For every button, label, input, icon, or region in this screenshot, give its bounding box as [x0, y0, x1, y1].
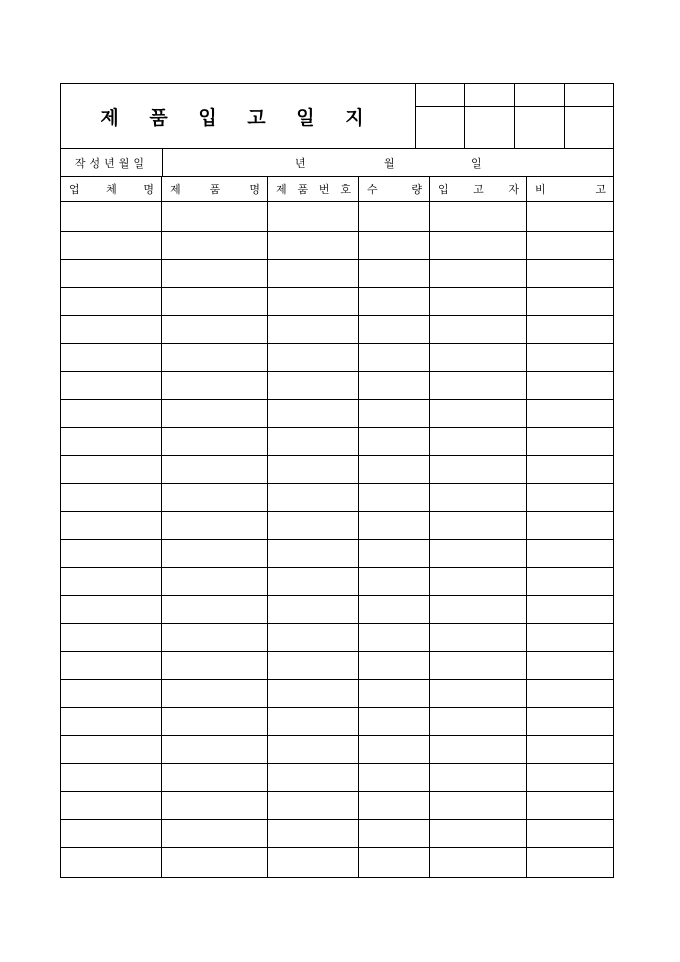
table-row	[61, 484, 614, 512]
table-row	[61, 428, 614, 456]
table-row	[61, 680, 614, 708]
header-char: 자	[508, 183, 519, 196]
table-row	[61, 792, 614, 820]
column-divider	[526, 202, 527, 878]
table-row	[61, 624, 614, 652]
date-row	[61, 148, 614, 176]
header-char: 제	[170, 183, 181, 196]
column-divider	[429, 202, 430, 878]
approval-divider	[415, 106, 614, 107]
column-header-product-no	[268, 177, 359, 201]
header-char: 명	[249, 183, 260, 196]
column-divider	[358, 202, 359, 878]
header-char: 번	[318, 183, 330, 196]
month-label: 월	[384, 156, 395, 170]
column-header-quantity	[359, 177, 430, 201]
approval-cell	[415, 84, 465, 148]
table-row	[61, 848, 614, 876]
receiving-log-form	[60, 83, 614, 878]
header-char: 명	[143, 183, 154, 196]
table-row	[61, 456, 614, 484]
header-char: 고	[595, 183, 606, 196]
column-header-remarks	[527, 177, 614, 201]
title-row	[61, 84, 614, 148]
table-row	[61, 232, 614, 260]
table-row	[61, 652, 614, 680]
table-row	[61, 540, 614, 568]
table-row	[61, 736, 614, 764]
column-divider	[161, 202, 162, 878]
year-label: 년	[295, 156, 306, 170]
title-cell	[61, 84, 416, 148]
day-label: 일	[471, 156, 482, 170]
header-char: 품	[297, 183, 309, 196]
header-char: 입	[438, 183, 449, 196]
log-table-body	[61, 204, 614, 878]
table-row	[61, 204, 614, 232]
approval-cell	[515, 84, 565, 148]
approval-box	[415, 84, 614, 148]
form-title: 제 품 입 고 일 지	[100, 106, 376, 129]
column-header-company	[61, 177, 162, 201]
date-label: 작성년월일	[61, 149, 163, 176]
column-header-row	[61, 176, 614, 202]
header-char: 제	[276, 183, 287, 196]
header-char: 업	[69, 183, 80, 196]
table-row	[61, 596, 614, 624]
header-char: 량	[411, 183, 422, 196]
table-row	[61, 820, 614, 848]
table-row	[61, 344, 614, 372]
table-row	[61, 372, 614, 400]
table-row	[61, 288, 614, 316]
column-header-product-name	[162, 177, 268, 201]
column-header-receiver	[430, 177, 527, 201]
table-row	[61, 708, 614, 736]
table-row	[61, 316, 614, 344]
header-char: 비	[535, 183, 546, 196]
header-char: 수	[367, 183, 378, 196]
table-row	[61, 512, 614, 540]
header-char: 품	[209, 183, 221, 196]
table-row	[61, 568, 614, 596]
column-divider	[267, 202, 268, 878]
table-row	[61, 764, 614, 792]
header-char: 호	[340, 183, 351, 196]
header-char: 체	[106, 183, 117, 196]
table-row	[61, 400, 614, 428]
header-char: 고	[473, 183, 484, 196]
approval-cell	[465, 84, 515, 148]
table-row	[61, 260, 614, 288]
